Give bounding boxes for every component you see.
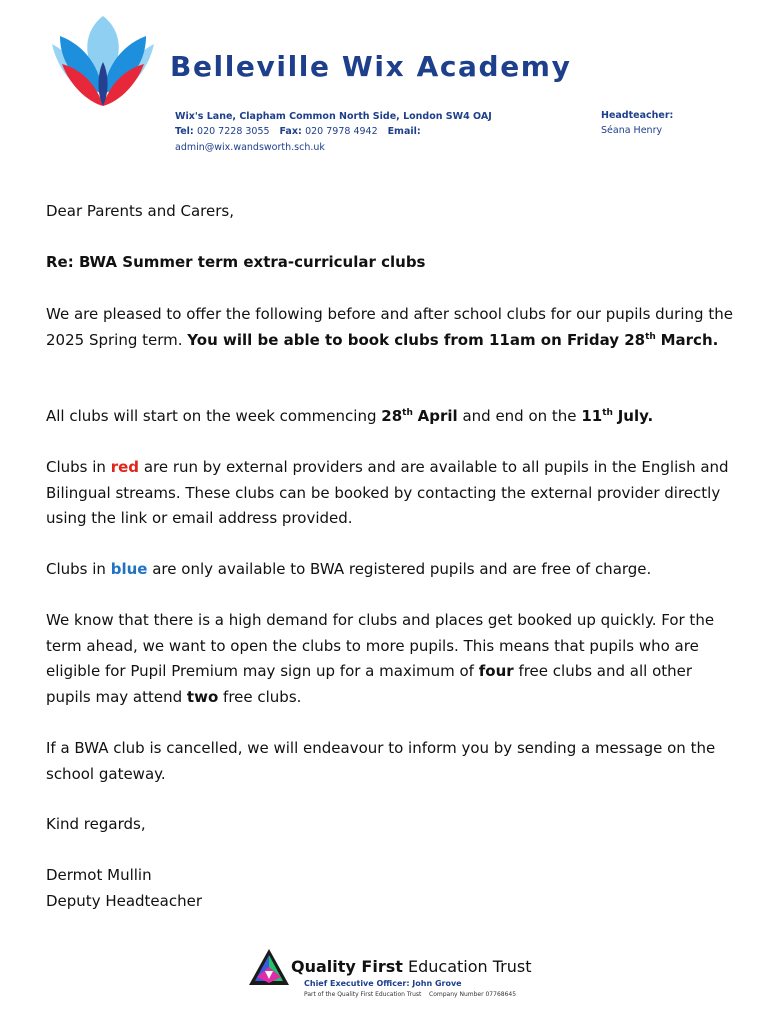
- closing: Kind regards,: [46, 815, 146, 833]
- red-keyword: red: [110, 458, 140, 476]
- headteacher-label: Headteacher:: [601, 110, 674, 121]
- headteacher-name: Séana Henry: [601, 125, 663, 136]
- fax-number: 020 7978 4942: [305, 126, 378, 137]
- tel-label: Tel:: [175, 126, 194, 137]
- fax-label: Fax:: [279, 126, 302, 137]
- tel-number: 020 7228 3055: [197, 126, 270, 137]
- signer-name: Dermot Mullin: [46, 866, 152, 884]
- school-name: Belleville Wix Academy: [170, 50, 572, 83]
- contact-line: [175, 126, 421, 137]
- signer-title: Deputy Headteacher: [46, 892, 203, 910]
- paragraph-dates: All clubs will start on the week commencing 28th April and end on the 11th July.: [46, 407, 654, 425]
- paragraph-booking: We are pleased to offer the following before and after school clubs for our pupils during the 2025 Spring term. You will be able to book clubs from 11am on Friday 28th March.: [46, 305, 733, 349]
- paragraph-red-clubs: Clubs in red are run by external providers and are available to all pupils in the English and Bilingual streams. These clubs can be booked by contacting the external provider directly using the link or email address provided.: [46, 458, 729, 527]
- trust-company-line: Part of the Quality First Education Trust Company Number 07768645: [304, 991, 517, 998]
- email-label: Email:: [387, 126, 421, 137]
- trust-ceo-line: Chief Executive Officer: John Grove: [304, 979, 462, 988]
- letter-subject: Re: BWA Summer term extra-curricular clubs: [46, 253, 426, 271]
- school-logo-lotus-icon: [44, 14, 162, 114]
- school-address: Wix's Lane, Clapham Common North Side, London SW4 OAJ: [175, 111, 492, 122]
- paragraph-blue-clubs: Clubs in blue are only available to BWA registered pupils and are free of charge.: [46, 560, 652, 578]
- email-address-link[interactable]: admin@wix.wandsworth.sch.uk: [175, 142, 325, 153]
- salutation: Dear Parents and Carers,: [46, 202, 234, 220]
- blue-keyword: blue: [110, 560, 148, 578]
- trust-prism-logo-icon: [247, 947, 291, 987]
- paragraph-cancellation: If a BWA club is cancelled, we will endeavour to inform you by sending a message on the school gateway.: [46, 739, 716, 783]
- paragraph-demand: We know that there is a high demand for clubs and places get booked up quickly. For the term ahead, we want to open the clubs to more pupils. This means that pupils who are eligible for Pupil Premium may sign up for a maximum of four free clubs and all other pupils may attend two free clubs.: [46, 611, 715, 706]
- trust-name: Quality First Education Trust: [291, 957, 532, 976]
